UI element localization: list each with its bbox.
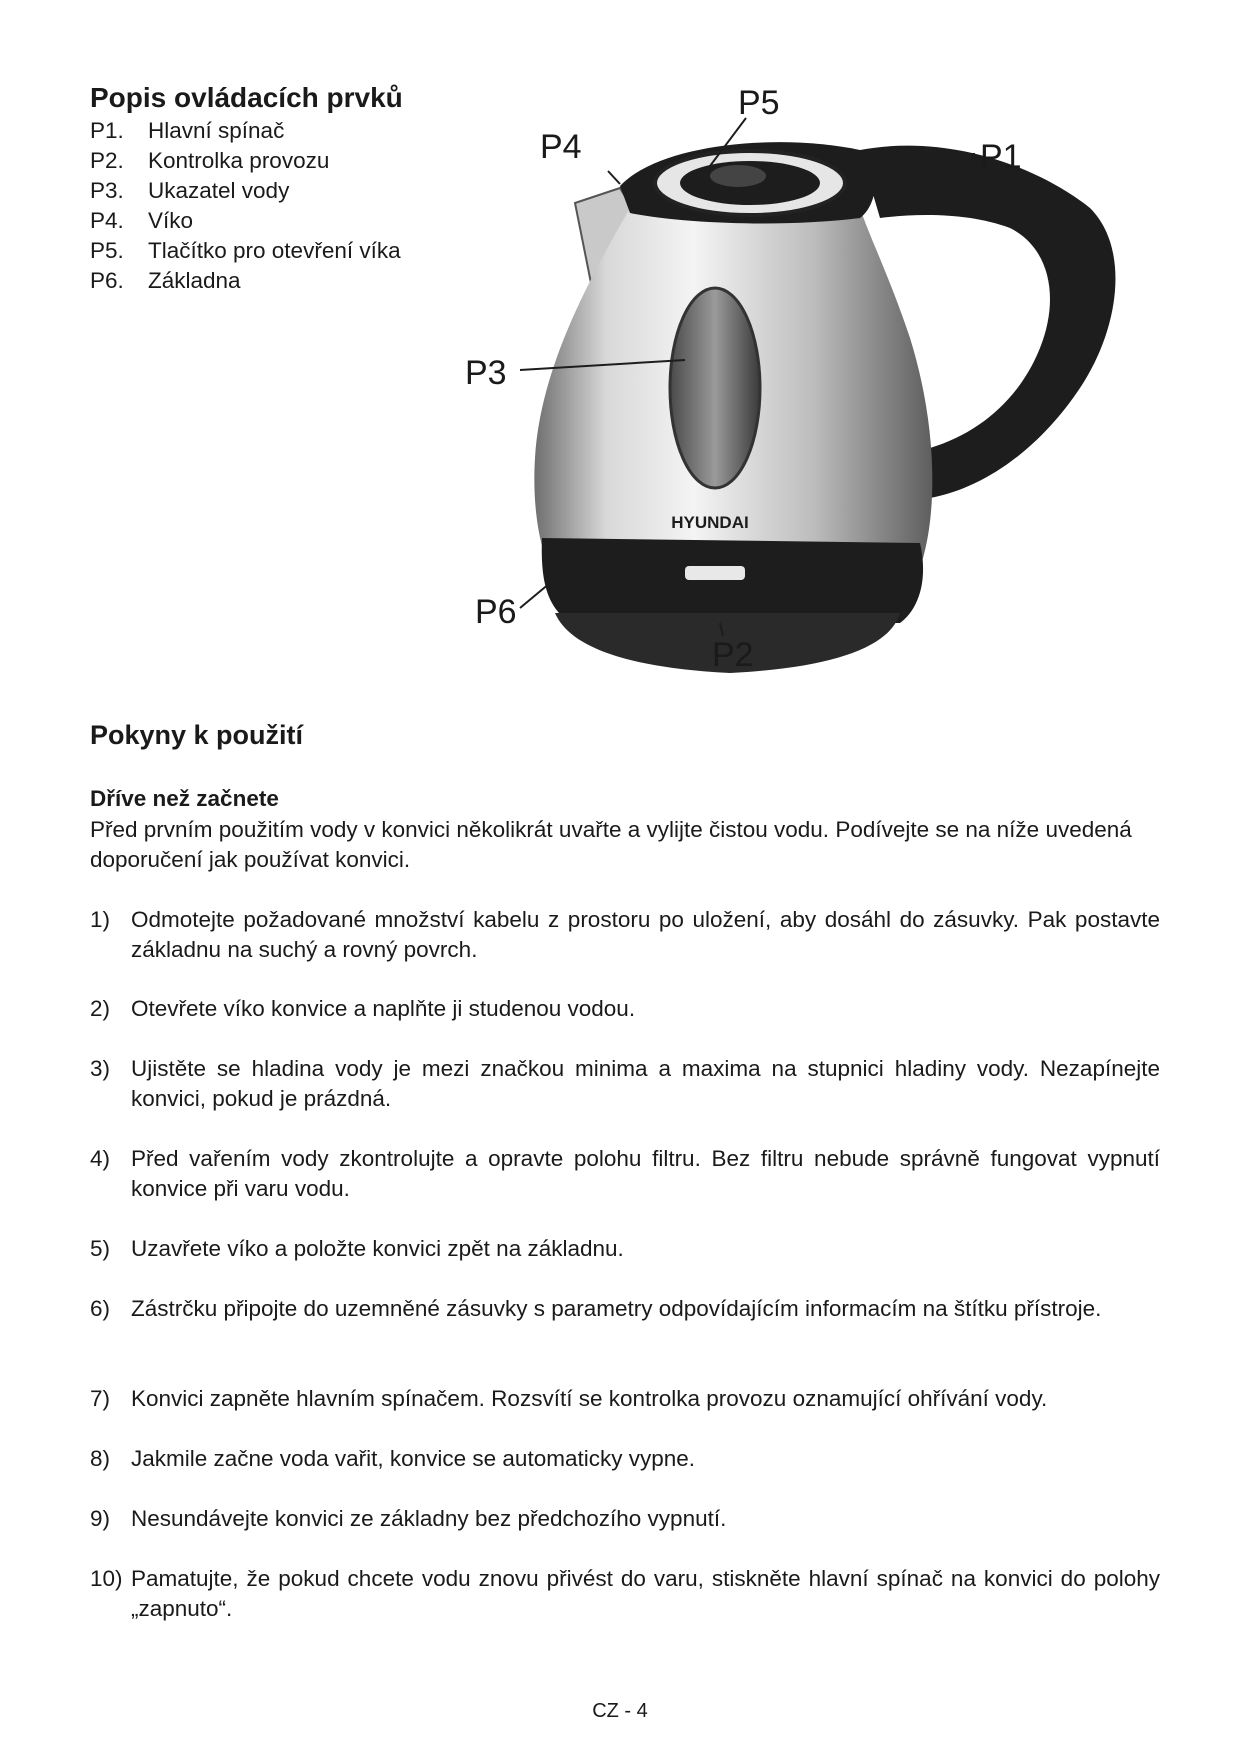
kettle-figure <box>465 84 1160 768</box>
step-number: 8) <box>90 1446 111 1471</box>
label-p4: P4 <box>540 128 582 166</box>
control-label: Hlavní spínač <box>148 118 285 143</box>
list-item <box>90 994 1160 1024</box>
controls-list <box>90 116 401 296</box>
usage-heading: Pokyny k použití <box>90 720 304 750</box>
power-indicator <box>685 566 745 580</box>
list-item <box>90 1564 1160 1624</box>
control-item-p6 <box>90 266 401 296</box>
usage-subheading: Dříve než začnete <box>90 786 279 811</box>
list-item <box>90 1294 1160 1324</box>
page-number: CZ - 4 <box>592 1700 648 1722</box>
water-window <box>670 288 760 488</box>
list-item <box>90 905 1160 965</box>
step-text: Odmotejte požadované množství kabelu z prostoru po uložení, aby dosáhl do zásuvky. Pak postavte základnu na suchý a rovný povrch. <box>131 907 1160 962</box>
step-text: Konvici zapněte hlavním spínačem. Rozsvítí se kontrolka provozu oznamující ohřívání vody. <box>131 1386 1048 1411</box>
step-text: Nesundávejte konvici ze základny bez předchozího vypnutí. <box>131 1506 727 1531</box>
control-label: Základna <box>148 268 241 293</box>
step-number: 10) <box>90 1566 123 1591</box>
step-number: 4) <box>90 1146 111 1171</box>
label-p6: P6 <box>475 593 517 631</box>
list-item <box>90 1144 1160 1204</box>
controls-heading: Popis ovládacích prvků <box>90 82 403 113</box>
control-code: P2. <box>90 148 124 173</box>
control-code: P1. <box>90 118 124 143</box>
control-item-p3 <box>90 176 401 206</box>
brand-logo: HYUNDAI <box>671 513 749 532</box>
step-text: Před vařením vody zkontrolujte a opravte polohu filtru. Bez filtru nebude správně fungovat vypnutí konvice při varu vodu. <box>131 1146 1160 1201</box>
list-item <box>90 1234 1160 1264</box>
control-label: Víko <box>148 208 194 233</box>
control-item-p5 <box>90 236 401 266</box>
control-item-p1 <box>90 116 401 146</box>
step-number: 1) <box>90 907 111 932</box>
step-number: 7) <box>90 1386 111 1411</box>
list-item <box>90 1504 1160 1534</box>
control-label: Tlačítko pro otevření víka <box>148 238 401 263</box>
label-p1: P1 <box>980 138 1022 176</box>
step-text: Pamatujte, že pokud chcete vodu znovu přivést do varu, stiskněte hlavní spínač na konvici do polohy „zapnuto“. <box>131 1566 1160 1621</box>
step-number: 9) <box>90 1506 111 1531</box>
label-p2: P2 <box>712 636 754 674</box>
control-item-p4 <box>90 206 401 236</box>
control-label: Ukazatel vody <box>148 178 290 203</box>
control-code: P4. <box>90 208 124 233</box>
step-number: 2) <box>90 996 111 1021</box>
list-item <box>90 1054 1160 1114</box>
step-number: 6) <box>90 1296 111 1321</box>
step-text: Otevřete víko konvice a naplňte ji studenou vodou. <box>131 996 636 1021</box>
list-item <box>90 1444 1160 1474</box>
control-code: P3. <box>90 178 124 203</box>
list-item <box>90 1384 1160 1414</box>
step-text: Jakmile začne voda vařit, konvice se automaticky vypne. <box>131 1446 696 1471</box>
label-p5: P5 <box>738 84 780 122</box>
control-label: Kontrolka provozu <box>148 148 330 173</box>
usage-intro: Před prvním použitím vody v konvici několikrát uvařte a vylijte čistou vodu. Podívejte se na níže uvedená doporučení jak používat konvici. <box>90 817 1132 872</box>
control-code: P5. <box>90 238 124 263</box>
base <box>542 538 923 623</box>
step-text: Ujistěte se hladina vody je mezi značkou minima a maxima na stupnici hladiny vody. Nezapínejte konvici, pokud je prázdná. <box>131 1056 1160 1111</box>
step-text: Zástrčku připojte do uzemněné zásuvky s parametry odpovídajícím informacím na štítku přístroje. <box>131 1296 1102 1321</box>
step-number: 3) <box>90 1056 111 1081</box>
label-p3: P3 <box>465 354 507 392</box>
kettle-illustration <box>465 84 1160 768</box>
step-number: 5) <box>90 1236 111 1261</box>
step-text: Uzavřete víko a položte konvici zpět na základnu. <box>131 1236 624 1261</box>
control-item-p2 <box>90 146 401 176</box>
control-code: P6. <box>90 268 124 293</box>
